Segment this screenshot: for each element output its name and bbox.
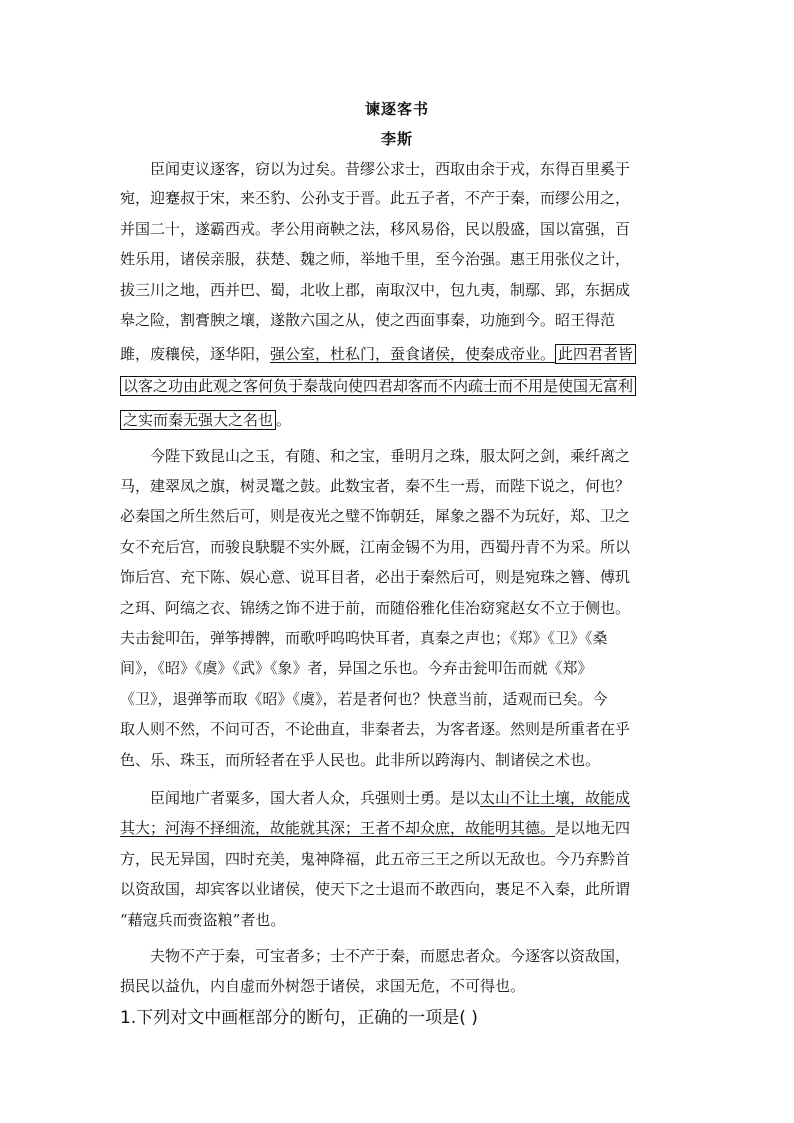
paragraph-2-line-11: 色、乐、珠玉，而所轻者在乎人民也。此非所以跨海内、制诸侯之术也。 [120, 751, 601, 769]
paragraph-2-line-4: 女不充后宫，而骏良駃騠不实外厩，江南金锡不为用，西蜀丹青不为采。所以 [120, 538, 631, 556]
paragraph-2-line-9: 《卫》，退弹筝而取《昭》《虞》，若是者何也？快意当前，适观而已矣。今 [120, 690, 608, 708]
paragraph-1-line-2: 宛，迎蹇叔于宋，来丕豹、公孙支于晋。此五子者，不产于秦，而缪公用之， [120, 189, 631, 207]
paragraph-4-line-2: 损民以益仇，内自虚而外树怨于诸侯，求国无危，不可得也。 [120, 977, 526, 995]
underlined-text: 其大；河海不择细流，故能就其深；王者不却众庶，故能明其德。 [120, 819, 556, 837]
paragraph-1-line-8 [120, 372, 680, 400]
boxed-text: 以客之功由此观之客何负于秦哉向使四君却客而不内疏士而不用是使国无富利 [120, 376, 636, 396]
paragraph-2-line-3: 必秦国之所生然后可，则是夜光之璧不饰朝廷，犀象之器不为玩好，郑、卫之 [120, 507, 631, 525]
document-author: 李斯 [380, 130, 413, 148]
paragraph-2-line-7: 夫击瓮叩缶，弹筝搏髀，而歌呼呜呜快耳者，真秦之声也；《郑》《卫》《桑 [120, 629, 608, 647]
plain-text: 臣闻地广者粟多，国大者人众，兵强则士勇。是以 [150, 789, 481, 807]
paragraph-1-line-1: 臣闻吏议逐客，窃以为过矣。昔缪公求士，西取由余于戎，东得百里奚于 [150, 160, 631, 178]
plain-text: 是以地无四 [555, 819, 631, 837]
paragraph-3-line-1 [120, 784, 680, 812]
paragraph-3-line-3: 方，民无异国，四时充美，鬼神降福，此五帝三王之所以无敌也。今乃弃黔首 [120, 850, 631, 868]
paragraph-2-line-10: 取人则不然，不问可否，不论曲直，非秦者去，为客者逐。然则是所重者在乎 [120, 720, 631, 738]
boxed-text: 之实而秦无强大之名也 [120, 410, 276, 430]
paragraph-3-line-4: 以资敌国，却宾客以业诸侯，使天下之士退而不敢西向，裹足不入秦，此所谓 [120, 880, 631, 898]
paragraph-1-line-7 [120, 340, 680, 368]
paragraph-1-line-6: 皋之险，割膏腴之壤，遂散六国之从，使之西面事秦，功施到今。昭王得范 [120, 311, 616, 329]
paragraph-2-line-6: 之珥、阿缟之衣、锦绣之饰不进于前，而随俗雅化佳冶窈窕赵女不立于侧也。 [120, 599, 631, 617]
paragraph-2-line-2: 马，建翠凤之旗，树灵鼍之鼓。此数宝者，秦不生一焉，而陛下说之，何也？ [120, 477, 631, 495]
paragraph-2-line-8: 间》，《昭》《虞》《武》《象》者，异国之乐也。今弃击瓮叩缶而就《郑》 [120, 659, 593, 677]
paragraph-1-line-5: 拔三川之地，西并巴、蜀，北收上郡，南取汉中，包九夷，制鄢、郢，东据成 [120, 281, 631, 299]
paragraph-3-line-2 [120, 814, 680, 842]
plain-text: 雎，废穰侯，逐华阳， [120, 345, 271, 363]
boxed-text: 此四君者皆 [555, 344, 636, 364]
paragraph-2-line-5: 饰后宫、充下陈、娱心意、说耳目者，必出于秦然后可，则是宛珠之簪、傅玑 [120, 568, 631, 586]
plain-text: 。 [276, 411, 292, 429]
paragraph-1-line-9 [120, 406, 680, 434]
underlined-text: 太山不让土壤，故能成 [480, 789, 631, 807]
paragraph-3-line-5: “藉寇兵而赍盗粮”者也。 [120, 911, 286, 929]
paragraph-4-line-1: 夫物不产于秦，可宝者多；士不产于秦，而愿忠者众。今逐客以资敌国， [150, 947, 631, 965]
document-title: 谏逐客书 [364, 100, 429, 118]
underlined-text: 强公室，杜私门，蚕食诸侯，使秦成帝业。 [270, 345, 556, 363]
paragraph-2-line-1: 今陛下致昆山之玉，有随、和之宝，垂明月之珠，服太阿之剑，乘纤离之 [150, 447, 631, 465]
paragraph-1-line-3: 并国二十，遂霸西戎。孝公用商鞅之法，移风易俗，民以殷盛，国以富强，百 [120, 220, 631, 238]
paragraph-1-line-4: 姓乐用，诸侯亲服，获楚、魏之师，举地千里，至今治强。惠王用张仪之计， [120, 250, 631, 268]
question-1: 1.下列对文中画框部分的断句，正确的一项是( ) [120, 1008, 478, 1028]
